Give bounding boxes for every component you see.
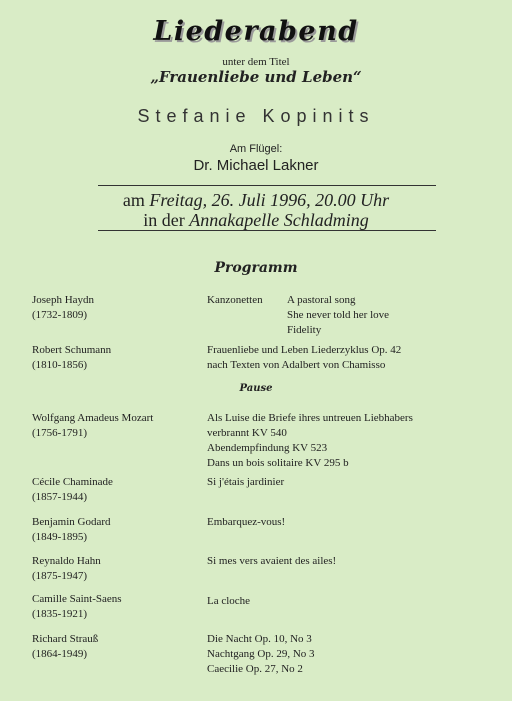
composer-name: Benjamin Godard (32, 516, 111, 528)
composer-years: (1849-1895) (32, 531, 87, 543)
composer-years: (1857-1944) (32, 491, 87, 503)
pause-heading: Pause (239, 383, 273, 394)
work-line: nach Texten von Adalbert von Chamisso (207, 359, 386, 371)
artist-name: Stefanie Kopinits (137, 106, 375, 126)
work-line: Als Luise die Briefe ihres untreuen Liebhabers (207, 412, 413, 424)
work-line: Si mes vers avaient des ailes! (207, 555, 337, 567)
work-line: verbrannt KV 540 (207, 427, 287, 439)
work-title-label: Kanzonetten (207, 294, 263, 306)
composer-name: Richard Strauß (32, 633, 99, 645)
work-line: Embarquez-vous! (207, 516, 286, 528)
venue-prefix: in der (143, 210, 190, 230)
composer-years: (1732-1809) (32, 309, 87, 321)
work-line: Frauenliebe und Leben Liederzyklus Op. 42 (207, 344, 402, 356)
piece: Fidelity (287, 324, 322, 336)
program-row-composer (32, 554, 101, 584)
event-date (0, 190, 512, 211)
accompanist-label: Am Flügel: (229, 143, 283, 155)
program-row-composer (32, 515, 111, 545)
program-row-composer (32, 343, 111, 373)
work-line: Si j'étais jardinier (207, 476, 285, 488)
work-line: Abendempfindung KV 523 (207, 442, 328, 454)
composer-name: Reynaldo Hahn (32, 555, 101, 567)
work-line: Dans un bois solitaire KV 295 b (207, 457, 349, 469)
subtitle: unter dem Titel (222, 56, 290, 68)
composer-years: (1756-1791) (32, 427, 87, 439)
composer-years: (1835-1921) (32, 608, 87, 620)
venue-text: Annakapelle Schladming (189, 210, 369, 230)
bottom-divider (98, 230, 436, 231)
composer-name: Cécile Chaminade (32, 476, 113, 488)
composer-years: (1864-1949) (32, 648, 87, 660)
work-lines (207, 632, 315, 677)
program-row-composer (32, 293, 94, 323)
accompanist-name: Dr. Michael Lakner (193, 157, 319, 174)
program-row-composer (32, 475, 113, 505)
piece-list (287, 293, 389, 338)
date-text: Freitag, 26. Juli 1996, 20.00 Uhr (149, 190, 390, 210)
piece: A pastoral song (287, 294, 356, 306)
top-divider (98, 185, 436, 186)
composer-years: (1875-1947) (32, 570, 87, 582)
composer-name: Wolfgang Amadeus Mozart (32, 412, 154, 424)
composer-years: (1810-1856) (32, 359, 87, 371)
page-title: Liederabend (153, 16, 359, 47)
composer-name: Joseph Haydn (32, 294, 95, 306)
work-title: „Frauenliebe und Leben“ (150, 68, 362, 86)
work-lines (207, 343, 401, 373)
work-line: Nachtgang Op. 29, No 3 (207, 648, 315, 660)
composer-name: Camille Saint-Saens (32, 593, 122, 605)
composer-name: Robert Schumann (32, 344, 112, 356)
program-heading: Programm (214, 260, 298, 276)
work-lines (207, 411, 413, 471)
date-prefix: am (122, 190, 150, 210)
program-row-composer (32, 592, 122, 622)
piece: She never told her love (287, 309, 390, 321)
work-line: Caecilie Op. 27, No 2 (207, 663, 303, 675)
program-row-composer (32, 411, 153, 441)
work-line: La cloche (207, 595, 251, 607)
event-venue (0, 210, 512, 231)
work-line: Die Nacht Op. 10, No 3 (207, 633, 312, 645)
program-row-composer (32, 632, 98, 662)
